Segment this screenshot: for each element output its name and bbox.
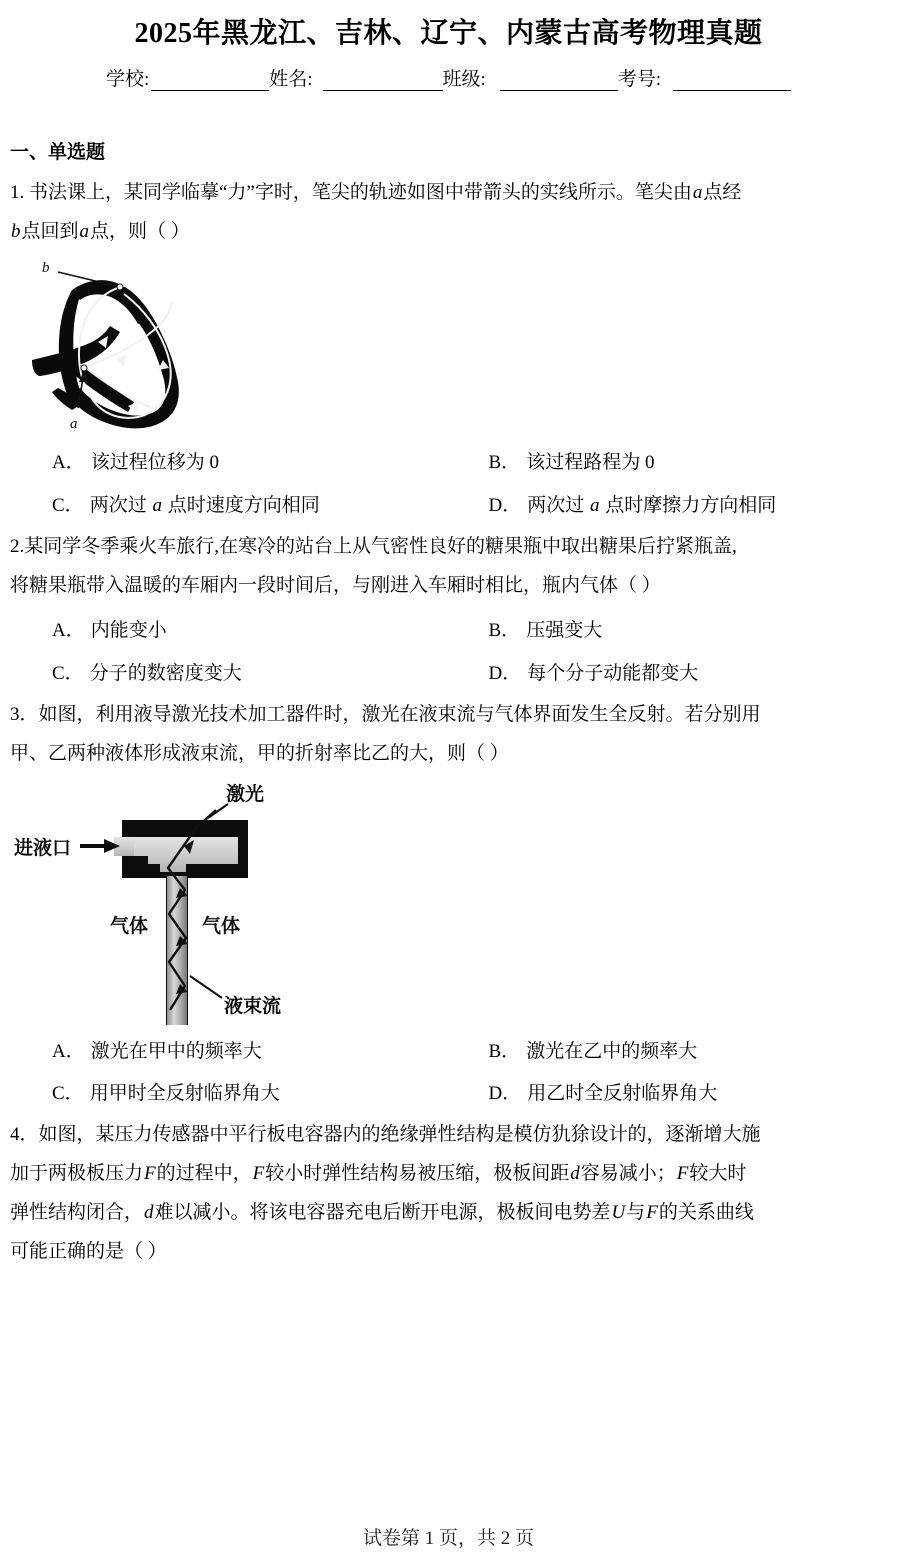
option-b-text: 压强变大 [526,620,603,642]
question-4-var-f2: F [252,1163,265,1185]
question-2-option-a[interactable] [10,610,447,653]
option-a-text: 该过程位移为 0 [90,452,219,474]
question-1-options [10,442,883,528]
question-1-stem-part2: 点经 [703,182,742,204]
liquid-laser-svg [10,780,340,1025]
question-2-option-d[interactable] [447,653,884,696]
question-3-stem-line2: 甲、乙两种液体形成液束流，甲的折射率比乙的大，则（ ） [10,742,509,764]
option-c-tag: C． [52,1083,84,1105]
question-4-part9: 的关系曲线 [658,1202,754,1224]
question-4-var-f3: F [676,1163,689,1185]
question-3-option-d[interactable] [447,1073,884,1116]
question-4-var-d1: d [570,1163,580,1185]
question-2-option-c[interactable] [10,653,447,696]
question-4-stem-line2 [10,1155,883,1192]
question-4-var-f4: F [646,1202,658,1224]
question-3-option-c[interactable] [10,1073,447,1116]
student-info-line [0,64,897,91]
option-b-text: 激光在乙中的频率大 [526,1040,698,1062]
option-c-tag: C． [52,495,84,517]
question-1-option-c[interactable] [10,485,447,528]
question-1-options-row-1 [10,442,883,485]
question-2-stem-line2: 将糖果瓶带入温暖的车厢内一段时间后，与刚进入车厢时相比，瓶内气体（ ） [10,575,661,597]
section-heading-single-choice: 一、单选题 [10,142,106,164]
question-1-var-a2: a [79,221,90,243]
question-1-option-a[interactable] [10,442,447,485]
name-field [269,64,442,91]
question-2 [10,528,883,696]
option-c-text: 分子的数密度变大 [89,662,242,684]
class-blank[interactable] [500,73,618,91]
figure-label-gas-left: 气体 [110,915,149,937]
question-4-stem-line3 [10,1194,883,1231]
exam-content [0,137,897,1270]
examid-label: 考号: [617,69,662,91]
option-c-post: 点时速度方向相同 [162,495,320,517]
question-1-stem [10,174,883,211]
question-1-stem-part1: 1. 书法课上，某同学临摹“力”字时，笔尖的轨迹如图中带箭头的实线所示。笔尖由 [10,182,692,204]
option-d-tag: D． [488,1083,522,1105]
examid-blank[interactable] [673,73,791,91]
question-4-stem-line4: 可能正确的是（ ） [10,1241,167,1263]
question-3-options [10,1031,883,1117]
question-3 [10,696,883,1117]
calligraphy-trace-svg [28,256,218,436]
question-4-part2: 的过程中， [156,1163,252,1185]
question-1-stem-part4: 点，则（ ） [90,221,190,243]
name-label: 姓名: [269,69,313,91]
option-a-text: 激光在甲中的频率大 [90,1040,262,1062]
question-4-part5: 较大时 [689,1163,747,1185]
question-4-stem-line1: 4．如图，某压力传感器中平行板电容器内的绝缘弹性结构是模仿犰狳设计的，逐渐增大施 [10,1124,761,1146]
question-2-stem-line1: 2.某同学冬季乘火车旅行,在寒冷的站台上从气密性良好的糖果瓶中取出糖果后拧紧瓶盖, [10,535,737,557]
option-b-tag: B． [488,452,521,474]
option-c-tag: C． [52,662,84,684]
class-field [443,64,618,91]
option-d-pre: 两次过 [527,495,589,517]
option-b-tag: B． [488,1040,521,1062]
question-3-options-row-1 [10,1031,883,1074]
question-4-var-d2: d [144,1202,154,1224]
option-d-text: 每个分子动能都变大 [527,662,699,684]
figure-label-gas-right: 气体 [202,915,241,937]
question-4-part4: 容易减小； [580,1163,676,1185]
question-3-option-a[interactable] [10,1031,447,1074]
option-d-tag: D． [488,662,522,684]
option-b-tag: B． [488,620,521,642]
question-4-var-u: U [611,1202,626,1224]
question-1-options-row-2 [10,485,883,528]
question-1-var-b: b [11,221,21,243]
figure-label-a: a [70,416,78,433]
figure-label-laser: 激光 [226,783,265,805]
laser-label-leader [208,804,228,818]
question-2-option-b[interactable] [447,610,884,653]
question-3-option-b[interactable] [447,1031,884,1074]
jet-label-leader [190,976,222,998]
question-2-options-row-1 [10,610,883,653]
page-footer: 试卷第 1 页，共 2 页 [362,1528,534,1549]
question-3-options-row-2 [10,1073,883,1116]
figure-label-inlet: 进液口 [14,837,72,859]
option-c-text: 用甲时全反射临界角大 [89,1083,280,1105]
figure-label-b: b [42,260,50,277]
option-b-text: 该过程路程为 0 [526,452,655,474]
question-4-part8: 与 [626,1202,646,1224]
exam-page [0,8,897,1564]
school-label: 学校: [105,69,150,91]
question-3-stem-line1: 3．如图，利用液导激光技术加工器件时，激光在液束流与气体界面发生全反射。若分别用 [10,703,761,725]
option-d-text: 用乙时全反射临界角大 [527,1083,718,1105]
figure-label-jet: 液束流 [224,995,282,1017]
question-1 [10,174,883,528]
question-2-options [10,610,883,696]
page-title: 2025年黑龙江、吉林、辽宁、内蒙古高考物理真题 [134,18,763,49]
question-2-options-row-2 [10,653,883,696]
question-1-option-b[interactable] [447,442,884,485]
question-4-part7: 难以减小。将该电容器充电后断开电源，极板间电势差 [154,1202,611,1224]
option-a-text: 内能变小 [90,620,167,642]
option-c-var: a [152,495,162,517]
school-field [106,64,269,91]
option-c-pre: 两次过 [89,495,152,517]
option-a-tag: A． [52,620,85,642]
question-4-part3: 较小时弹性结构易被压缩，极板间距 [265,1163,570,1185]
question-4-var-f1: F [144,1163,156,1185]
question-1-var-a1: a [692,182,703,204]
liquid-laser-figure [10,780,340,1025]
option-a-tag: A． [52,452,85,474]
option-d-post: 点时摩擦力方向相同 [600,495,777,517]
question-4-part1: 加于两极板压力 [10,1163,144,1185]
question-1-option-d[interactable] [447,485,884,528]
examid-field [618,64,791,91]
question-4 [10,1116,883,1270]
class-label: 班级: [442,69,486,91]
option-a-tag: A． [52,1040,85,1062]
option-d-tag: D． [488,495,522,517]
question-1-stem-line2 [10,213,883,250]
option-d-var: a [590,495,600,517]
school-blank[interactable] [151,73,269,91]
question-4-part6: 弹性结构闭合， [10,1202,144,1224]
name-blank[interactable] [323,73,443,91]
calligraphy-trace-figure [28,256,218,436]
question-1-stem-part3: 点回到 [21,221,79,243]
